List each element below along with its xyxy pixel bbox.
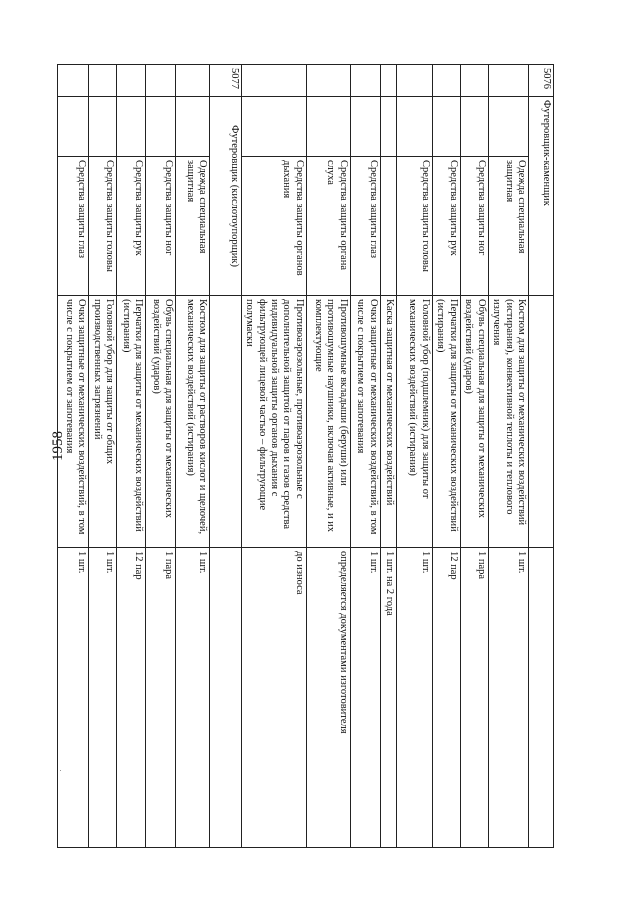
item-description: Костюм для защиты от механических воздействий (истирания), конвективной теплоты и теплового излучения xyxy=(488,296,528,548)
item-description: Каска защитная от механических воздействий xyxy=(380,296,396,548)
profession-code xyxy=(380,65,396,97)
ppe-norms-table xyxy=(57,64,554,848)
ppe-category: Средства защиты органа слуха xyxy=(306,157,350,296)
item-description: Головной убор (подшлемник) для защиты от механических воздействий (истирания) xyxy=(396,296,432,548)
ppe-category: Средства защиты ног xyxy=(146,157,176,296)
table-row xyxy=(306,65,350,848)
rotated-table-container xyxy=(63,64,554,847)
issue-norm: 1 шт. xyxy=(58,548,89,848)
table-row xyxy=(58,65,89,848)
profession-name xyxy=(460,97,488,157)
profession-code xyxy=(58,65,89,97)
profession-name xyxy=(176,97,210,157)
issue-norm: 1 пара xyxy=(460,548,488,848)
item-description: Очки защитные от механических воздействий, в том числе с покрытием от запотевания xyxy=(58,296,89,548)
profession-code xyxy=(432,65,460,97)
table-row xyxy=(146,65,176,848)
issue-norm: 1 шт. xyxy=(176,548,210,848)
item-description: Перчатки для защиты от механических воздействий (истирания) xyxy=(432,296,460,548)
profession-name xyxy=(396,97,432,157)
profession-code xyxy=(306,65,350,97)
ppe-category: Средства защиты глаз xyxy=(58,157,89,296)
profession-code xyxy=(488,65,528,97)
table-row xyxy=(117,65,146,848)
issue-norm: 1 шт. на 2 года xyxy=(380,548,396,848)
ppe-category: Средства защиты ног xyxy=(460,157,488,296)
page-number: 1958 xyxy=(50,431,66,461)
profession-code xyxy=(396,65,432,97)
table-row xyxy=(488,65,528,848)
ppe-category: Средства защиты глаз xyxy=(350,157,380,296)
profession-name xyxy=(117,97,146,157)
profession-name xyxy=(89,97,117,157)
profession-code xyxy=(460,65,488,97)
item-description: Головной убор для защиты от общих производственных загрязнений xyxy=(89,296,117,548)
profession-code: 5077 xyxy=(210,65,242,97)
issue-norm: 1 пара xyxy=(146,548,176,848)
issue-norm: 12 пар xyxy=(117,548,146,848)
profession-name xyxy=(488,97,528,157)
item-description: Обувь специальная для защиты от механических воздействий (ударов) xyxy=(460,296,488,548)
issue-norm: 12 пар xyxy=(432,548,460,848)
ppe-category: Одежда специальная защитная xyxy=(176,157,210,296)
issue-norm: 1 шт. xyxy=(396,548,432,848)
issue-norm: 1 шт. xyxy=(89,548,117,848)
item-description: Противошумные вкладыши (беруши) или противошумные наушники, включая активные, и их комплектующие xyxy=(306,296,350,548)
profession-name xyxy=(58,97,89,157)
ppe-category: Средства защиты рук xyxy=(432,157,460,296)
table-row xyxy=(460,65,488,848)
profession-name xyxy=(432,97,460,157)
profession-code: 5076 xyxy=(529,65,554,97)
profession-code xyxy=(117,65,146,97)
profession-name xyxy=(306,97,350,157)
profession-name xyxy=(350,97,380,157)
ppe-category: Средства защиты головы xyxy=(89,157,117,296)
issue-norm xyxy=(529,548,554,848)
table-row xyxy=(529,65,554,848)
profession-name: Футеровщик-каменщик xyxy=(529,97,554,296)
ppe-category: Средства защиты органов дыхания xyxy=(242,157,307,296)
issue-norm: до износа xyxy=(242,548,307,848)
ppe-category: Средства защиты рук xyxy=(117,157,146,296)
profession-name: Футеровщик (кислотоупорщик) xyxy=(210,97,242,296)
table-row xyxy=(210,65,242,848)
item-description: Перчатки для защиты от механических воздействий (истирания) xyxy=(117,296,146,548)
issue-norm: 1 шт. xyxy=(488,548,528,848)
item-description: Очки защитные от механических воздействий, в том числе с покрытием от запотевания xyxy=(350,296,380,548)
item-description: Костюм для защиты от растворов кислот и щелочей, механических воздействий (истирания) xyxy=(176,296,210,548)
issue-norm xyxy=(210,548,242,848)
issue-norm: определяется документами изготовителя xyxy=(306,548,350,848)
item-description xyxy=(529,296,554,548)
ppe-category xyxy=(380,157,396,296)
profession-code xyxy=(146,65,176,97)
table-row xyxy=(176,65,210,848)
profession-name xyxy=(146,97,176,157)
table-row xyxy=(350,65,380,848)
table-row xyxy=(242,65,307,848)
profession-code xyxy=(89,65,117,97)
item-description: Обувь специальная для защиты от механических воздействий (ударов) xyxy=(146,296,176,548)
profession-name xyxy=(380,97,396,157)
issue-norm: 1 шт. xyxy=(350,548,380,848)
table-row xyxy=(89,65,117,848)
ppe-category: Одежда специальная защитная xyxy=(488,157,528,296)
table-row xyxy=(396,65,432,848)
profession-code xyxy=(350,65,380,97)
profession-name xyxy=(242,97,307,157)
table-row xyxy=(432,65,460,848)
item-description xyxy=(210,296,242,548)
profession-code xyxy=(242,65,307,97)
table-row xyxy=(380,65,396,848)
profession-code xyxy=(176,65,210,97)
ppe-category: Средства защиты головы xyxy=(396,157,432,296)
item-description: Противоаэрозольные, противоаэрозольные с дополнительной защитой от паров и газов средства индивидуальной защиты органов дыхания с фильтрующей лицевой частью – фильтрующие полумаски xyxy=(242,296,307,548)
